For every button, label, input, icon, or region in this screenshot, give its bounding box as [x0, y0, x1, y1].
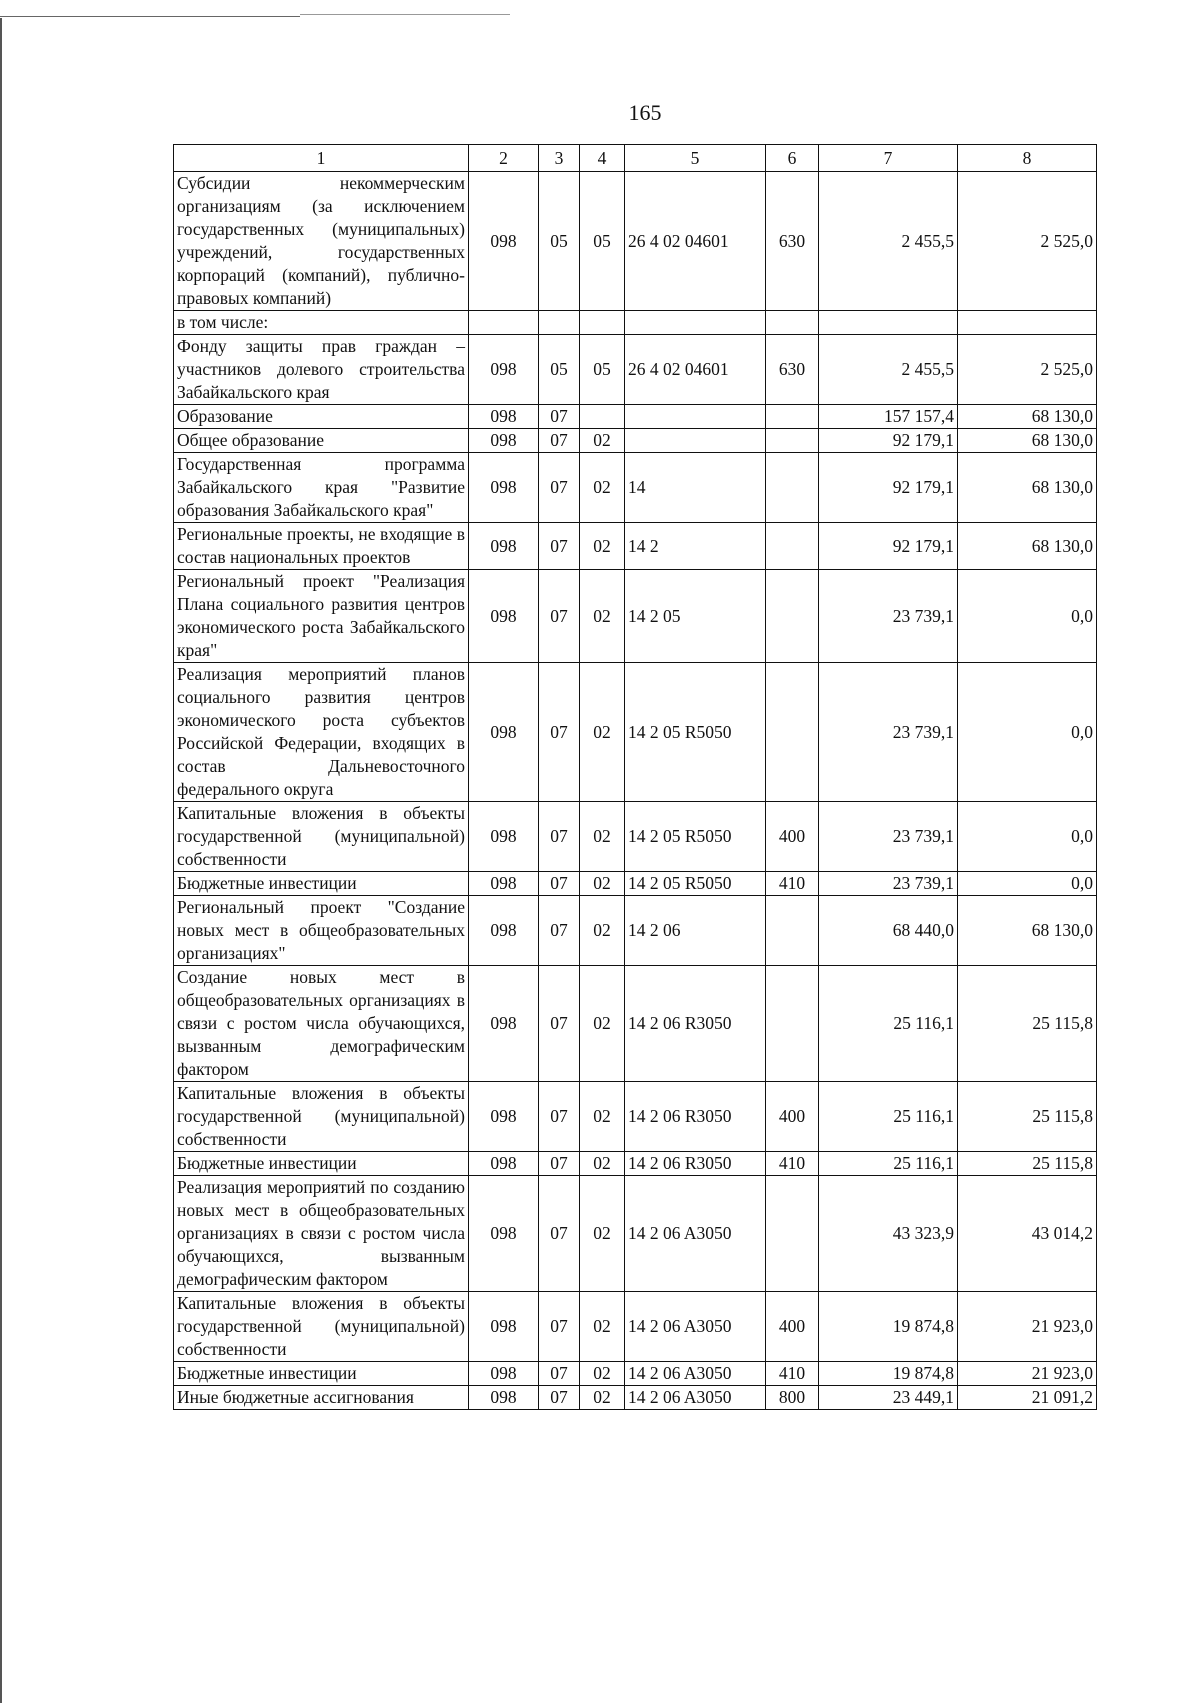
ministry-code-cell: 098	[469, 1082, 539, 1152]
table-row	[174, 1082, 1097, 1152]
amount-year2-cell: 25 115,8	[958, 1152, 1097, 1176]
ministry-code-cell: 098	[469, 1292, 539, 1362]
header-cell: 3	[539, 145, 580, 172]
section-code-cell: 07	[539, 1362, 580, 1386]
section-code-cell: 07	[539, 663, 580, 802]
table-header-row	[174, 145, 1097, 172]
ministry-code-cell: 098	[469, 663, 539, 802]
target-article-cell	[625, 311, 766, 335]
table-body	[174, 172, 1097, 1410]
item-name-cell: Капитальные вложения в объекты государственной (муниципальной) собственности	[174, 802, 469, 872]
ministry-code-cell: 098	[469, 966, 539, 1082]
expense-type-cell: 630	[766, 335, 819, 405]
subsection-code-cell: 02	[580, 570, 625, 663]
section-code-cell: 05	[539, 335, 580, 405]
table-row	[174, 663, 1097, 802]
ministry-code-cell: 098	[469, 429, 539, 453]
target-article-cell: 14 2 06 R3050	[625, 1152, 766, 1176]
target-article-cell	[625, 405, 766, 429]
expense-type-cell: 410	[766, 1362, 819, 1386]
subsection-code-cell: 02	[580, 1082, 625, 1152]
ministry-code-cell: 098	[469, 1152, 539, 1176]
section-code-cell	[539, 311, 580, 335]
header-cell: 1	[174, 145, 469, 172]
item-name-cell: Фонду защиты прав граждан – участников долевого строительства Забайкальского края	[174, 335, 469, 405]
amount-year2-cell: 25 115,8	[958, 966, 1097, 1082]
expense-type-cell: 400	[766, 1292, 819, 1362]
expense-type-cell: 630	[766, 172, 819, 311]
scan-border-left	[0, 18, 2, 1703]
scan-border-top-faint	[300, 14, 510, 15]
table-row	[174, 966, 1097, 1082]
amount-year2-cell: 25 115,8	[958, 1082, 1097, 1152]
target-article-cell: 14 2	[625, 523, 766, 570]
section-code-cell: 07	[539, 429, 580, 453]
amount-year1-cell: 2 455,5	[819, 172, 958, 311]
item-name-cell: Образование	[174, 405, 469, 429]
amount-year2-cell: 68 130,0	[958, 453, 1097, 523]
subsection-code-cell: 02	[580, 1292, 625, 1362]
section-code-cell: 07	[539, 896, 580, 966]
target-article-cell: 26 4 02 04601	[625, 172, 766, 311]
item-name-cell: Региональные проекты, не входящие в состав национальных проектов	[174, 523, 469, 570]
ministry-code-cell	[469, 311, 539, 335]
subsection-code-cell: 05	[580, 335, 625, 405]
section-code-cell: 07	[539, 405, 580, 429]
section-code-cell: 07	[539, 453, 580, 523]
subsection-code-cell: 02	[580, 429, 625, 453]
item-name-cell: Бюджетные инвестиции	[174, 1362, 469, 1386]
expense-type-cell	[766, 966, 819, 1082]
amount-year1-cell: 23 739,1	[819, 872, 958, 896]
amount-year1-cell: 92 179,1	[819, 523, 958, 570]
subsection-code-cell: 02	[580, 966, 625, 1082]
amount-year1-cell: 2 455,5	[819, 335, 958, 405]
amount-year2-cell	[958, 311, 1097, 335]
amount-year2-cell: 68 130,0	[958, 896, 1097, 966]
expense-type-cell: 410	[766, 1152, 819, 1176]
subsection-code-cell: 02	[580, 663, 625, 802]
item-name-cell: Бюджетные инвестиции	[174, 872, 469, 896]
section-code-cell: 07	[539, 523, 580, 570]
item-name-cell: Иные бюджетные ассигнования	[174, 1386, 469, 1410]
amount-year1-cell: 25 116,1	[819, 1152, 958, 1176]
table-row	[174, 453, 1097, 523]
section-code-cell: 07	[539, 1152, 580, 1176]
subsection-code-cell: 02	[580, 802, 625, 872]
amount-year2-cell: 0,0	[958, 663, 1097, 802]
ministry-code-cell: 098	[469, 570, 539, 663]
amount-year2-cell: 2 525,0	[958, 172, 1097, 311]
item-name-cell: Региональный проект "Реализация Плана социального развития центров экономического роста Забайкальского края"	[174, 570, 469, 663]
amount-year2-cell: 21 923,0	[958, 1292, 1097, 1362]
item-name-cell: Создание новых мест в общеобразовательных организациях в связи с ростом числа обучающихся, вызванным демографическим фактором	[174, 966, 469, 1082]
subsection-code-cell	[580, 311, 625, 335]
ministry-code-cell: 098	[469, 453, 539, 523]
amount-year2-cell: 2 525,0	[958, 335, 1097, 405]
expense-type-cell	[766, 523, 819, 570]
section-code-cell: 05	[539, 172, 580, 311]
target-article-cell: 14 2 06 A3050	[625, 1176, 766, 1292]
table-row	[174, 1362, 1097, 1386]
section-code-cell: 07	[539, 1292, 580, 1362]
item-name-cell: Государственная программа Забайкальского края "Развитие образования Забайкальского края"	[174, 453, 469, 523]
expense-type-cell	[766, 311, 819, 335]
expense-type-cell	[766, 570, 819, 663]
target-article-cell: 14 2 06 A3050	[625, 1362, 766, 1386]
item-name-cell: Субсидии некоммерческим организациям (за исключением государственных (муниципальных) учреждений, государственных корпораций (компаний), публично-правовых компаний)	[174, 172, 469, 311]
ministry-code-cell: 098	[469, 172, 539, 311]
amount-year2-cell: 0,0	[958, 570, 1097, 663]
subsection-code-cell: 05	[580, 172, 625, 311]
item-name-cell: Бюджетные инвестиции	[174, 1152, 469, 1176]
section-code-cell: 07	[539, 570, 580, 663]
amount-year2-cell: 21 091,2	[958, 1386, 1097, 1410]
ministry-code-cell: 098	[469, 1176, 539, 1292]
amount-year1-cell: 157 157,4	[819, 405, 958, 429]
section-code-cell: 07	[539, 1386, 580, 1410]
item-name-cell: Реализация мероприятий планов социального развития центров экономического роста субъектов Российской Федерации, входящих в состав Дальневосточного федерального округа	[174, 663, 469, 802]
amount-year1-cell: 23 739,1	[819, 802, 958, 872]
target-article-cell: 14 2 05 R5050	[625, 802, 766, 872]
amount-year1-cell: 19 874,8	[819, 1292, 958, 1362]
amount-year2-cell: 0,0	[958, 872, 1097, 896]
amount-year2-cell: 68 130,0	[958, 405, 1097, 429]
expense-type-cell	[766, 429, 819, 453]
table-row	[174, 802, 1097, 872]
expense-type-cell: 400	[766, 802, 819, 872]
amount-year2-cell: 68 130,0	[958, 429, 1097, 453]
item-name-cell: Реализация мероприятий по созданию новых мест в общеобразовательных организациях в связи с ростом числа обучающихся, вызванным демографическим фактором	[174, 1176, 469, 1292]
subsection-code-cell: 02	[580, 1176, 625, 1292]
expense-type-cell	[766, 405, 819, 429]
ministry-code-cell: 098	[469, 405, 539, 429]
expense-type-cell	[766, 896, 819, 966]
target-article-cell: 26 4 02 04601	[625, 335, 766, 405]
amount-year2-cell: 0,0	[958, 802, 1097, 872]
budget-table	[173, 144, 1097, 1410]
amount-year2-cell: 21 923,0	[958, 1362, 1097, 1386]
amount-year1-cell: 92 179,1	[819, 453, 958, 523]
table-row	[174, 405, 1097, 429]
table-row	[174, 1152, 1097, 1176]
ministry-code-cell: 098	[469, 896, 539, 966]
subsection-code-cell: 02	[580, 1362, 625, 1386]
table-row	[174, 1292, 1097, 1362]
table-row	[174, 429, 1097, 453]
target-article-cell: 14 2 06 A3050	[625, 1386, 766, 1410]
table-row	[174, 335, 1097, 405]
table-row	[174, 1176, 1097, 1292]
amount-year1-cell	[819, 311, 958, 335]
table-row	[174, 172, 1097, 311]
header-cell: 6	[766, 145, 819, 172]
ministry-code-cell: 098	[469, 1386, 539, 1410]
header-cell: 7	[819, 145, 958, 172]
subsection-code-cell	[580, 405, 625, 429]
target-article-cell: 14 2 06 A3050	[625, 1292, 766, 1362]
table-row	[174, 311, 1097, 335]
item-name-cell: Капитальные вложения в объекты государственной (муниципальной) собственности	[174, 1292, 469, 1362]
item-name-cell: Общее образование	[174, 429, 469, 453]
subsection-code-cell: 02	[580, 1152, 625, 1176]
header-cell: 2	[469, 145, 539, 172]
expense-type-cell	[766, 453, 819, 523]
item-name-cell: в том числе:	[174, 311, 469, 335]
table-row	[174, 872, 1097, 896]
amount-year1-cell: 25 116,1	[819, 1082, 958, 1152]
ministry-code-cell: 098	[469, 1362, 539, 1386]
ministry-code-cell: 098	[469, 335, 539, 405]
amount-year2-cell: 43 014,2	[958, 1176, 1097, 1292]
table-row	[174, 896, 1097, 966]
target-article-cell: 14 2 06 R3050	[625, 1082, 766, 1152]
section-code-cell: 07	[539, 1176, 580, 1292]
expense-type-cell: 410	[766, 872, 819, 896]
page-number: 165	[628, 100, 662, 125]
header-cell: 4	[580, 145, 625, 172]
ministry-code-cell: 098	[469, 802, 539, 872]
expense-type-cell: 800	[766, 1386, 819, 1410]
table-row	[174, 1386, 1097, 1410]
ministry-code-cell: 098	[469, 872, 539, 896]
target-article-cell: 14 2 06	[625, 896, 766, 966]
amount-year1-cell: 25 116,1	[819, 966, 958, 1082]
table-row	[174, 523, 1097, 570]
expense-type-cell	[766, 1176, 819, 1292]
target-article-cell: 14	[625, 453, 766, 523]
amount-year1-cell: 92 179,1	[819, 429, 958, 453]
amount-year1-cell: 23 739,1	[819, 570, 958, 663]
header-cell: 8	[958, 145, 1097, 172]
item-name-cell: Капитальные вложения в объекты государственной (муниципальной) собственности	[174, 1082, 469, 1152]
subsection-code-cell: 02	[580, 872, 625, 896]
expense-type-cell: 400	[766, 1082, 819, 1152]
section-code-cell: 07	[539, 1082, 580, 1152]
amount-year1-cell: 43 323,9	[819, 1176, 958, 1292]
header-cell: 5	[625, 145, 766, 172]
target-article-cell: 14 2 05 R5050	[625, 663, 766, 802]
target-article-cell	[625, 429, 766, 453]
item-name-cell: Региональный проект "Создание новых мест в общеобразовательных организациях"	[174, 896, 469, 966]
amount-year1-cell: 19 874,8	[819, 1362, 958, 1386]
section-code-cell: 07	[539, 966, 580, 1082]
amount-year1-cell: 68 440,0	[819, 896, 958, 966]
section-code-cell: 07	[539, 802, 580, 872]
subsection-code-cell: 02	[580, 1386, 625, 1410]
target-article-cell: 14 2 06 R3050	[625, 966, 766, 1082]
table-row	[174, 570, 1097, 663]
amount-year2-cell: 68 130,0	[958, 523, 1097, 570]
subsection-code-cell: 02	[580, 453, 625, 523]
target-article-cell: 14 2 05 R5050	[625, 872, 766, 896]
target-article-cell: 14 2 05	[625, 570, 766, 663]
amount-year1-cell: 23 739,1	[819, 663, 958, 802]
amount-year1-cell: 23 449,1	[819, 1386, 958, 1410]
expense-type-cell	[766, 663, 819, 802]
subsection-code-cell: 02	[580, 523, 625, 570]
subsection-code-cell: 02	[580, 896, 625, 966]
scan-border-top	[0, 16, 300, 17]
section-code-cell: 07	[539, 872, 580, 896]
ministry-code-cell: 098	[469, 523, 539, 570]
